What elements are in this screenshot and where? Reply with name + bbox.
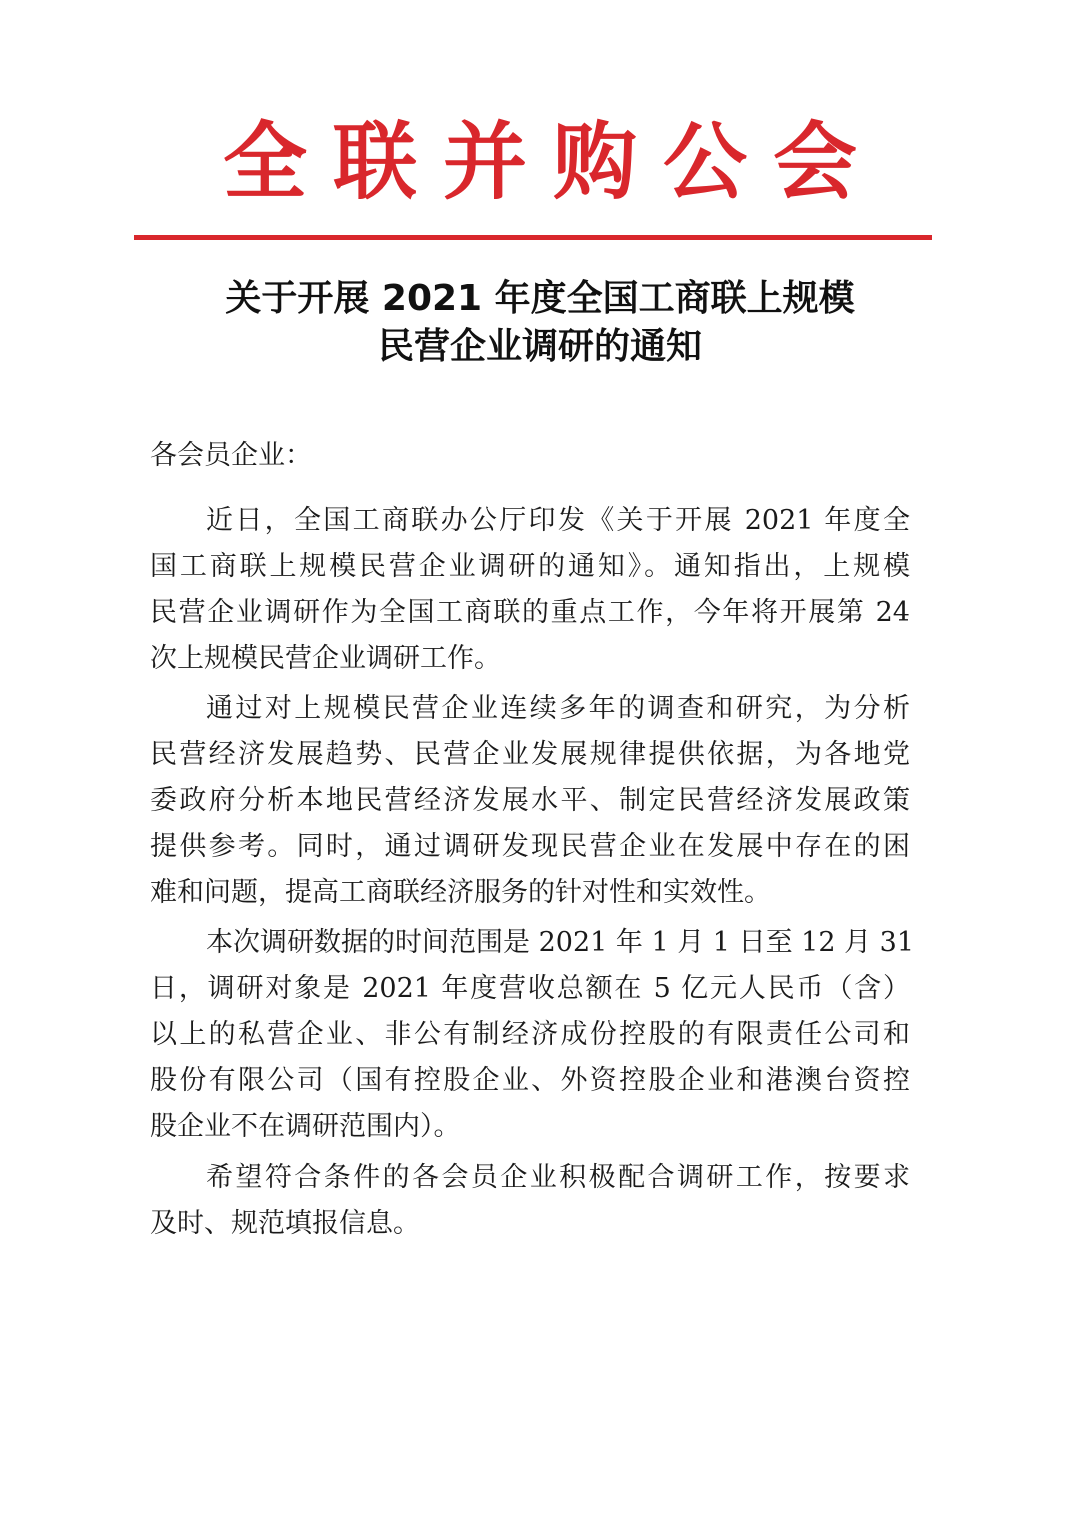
salutation: 各会员企业： bbox=[150, 440, 312, 471]
paragraph-line: 股企业不在调研范围内）。 bbox=[150, 1111, 461, 1142]
paragraph-4 bbox=[150, 1155, 910, 1247]
paragraph-line: 提供参考。同时，通过调研发现民营企业在发展中存在的困 bbox=[150, 831, 910, 862]
paragraph-3 bbox=[150, 920, 915, 1150]
document-title-line-2: 民营企业调研的通知 bbox=[377, 326, 702, 367]
paragraph-line: 国工商联上规模民营企业调研的通知》。通知指出，上规模 bbox=[150, 551, 910, 582]
paragraph-line: 本次调研数据的时间范围是 2021 年 1 月 1 日至 12 月 31 bbox=[206, 927, 915, 958]
paragraph-line: 日，调研对象是 2021 年度营收总额在 5 亿元人民币（含） bbox=[150, 973, 910, 1004]
paragraph-line: 委政府分析本地民营经济发展水平、制定民营经济发展政策 bbox=[150, 785, 910, 816]
paragraph-line: 民营经济发展趋势、民营企业发展规律提供依据，为各地党 bbox=[150, 739, 910, 770]
paragraph-line: 次上规模民营企业调研工作。 bbox=[150, 643, 501, 674]
organization-header: 全联并购公会 bbox=[222, 112, 883, 211]
paragraph-1 bbox=[150, 498, 910, 682]
document-title-line-1: 关于开展 2021 年度全国工商联上规模 bbox=[225, 278, 855, 319]
paragraph-line: 希望符合条件的各会员企业积极配合调研工作，按要求 bbox=[206, 1162, 910, 1193]
paragraph-2 bbox=[150, 686, 910, 916]
paragraph-line: 民营企业调研作为全国工商联的重点工作，今年将开展第 24 bbox=[150, 597, 910, 628]
paragraph-line: 以上的私营企业、非公有制经济成份控股的有限责任公司和 bbox=[150, 1019, 910, 1050]
paragraph-line: 通过对上规模民营企业连续多年的调查和研究，为分析 bbox=[206, 693, 910, 724]
paragraph-line: 及时、规范填报信息。 bbox=[150, 1208, 420, 1239]
paragraph-line: 难和问题，提高工商联经济服务的针对性和实效性。 bbox=[150, 877, 771, 908]
paragraph-line: 股份有限公司（国有控股企业、外资控股企业和港澳台资控 bbox=[150, 1065, 910, 1096]
document-title bbox=[0, 275, 1080, 371]
paragraph-line: 近日，全国工商联办公厅印发《关于开展 2021 年度全 bbox=[206, 505, 910, 536]
red-divider-line bbox=[134, 235, 932, 240]
